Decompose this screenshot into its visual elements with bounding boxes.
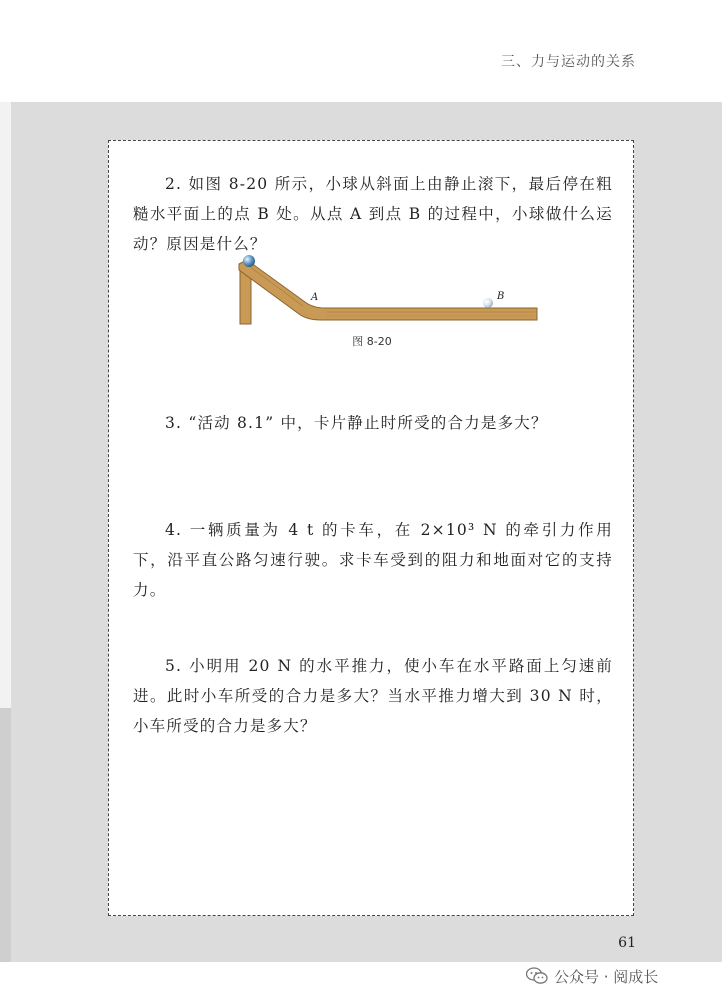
page-number: 61: [618, 935, 636, 951]
question-3: 3. “活动 8.1” 中，卡片静止时所受的合力是多大？: [165, 414, 548, 432]
label-b: B: [497, 291, 505, 302]
watermark: [526, 962, 658, 990]
label-a: A: [311, 292, 319, 303]
left-edge-shade-lower: [0, 708, 11, 962]
ball-b: [483, 298, 493, 308]
watermark-text: 公众号 · 阅成长: [554, 967, 659, 986]
figure-caption: 图 8-20: [352, 335, 392, 348]
wechat-icon: [526, 967, 548, 985]
wooden-track: [239, 260, 537, 320]
incline-figure: [237, 254, 539, 328]
question-2: 2. 如图 8-20 所示，小球从斜面上由静止滚下，最后停在粗糙水平面上的点 B 处。从点 A 到点 B 的过程中，小球做什么运动？原因是什么？: [133, 175, 613, 253]
question-4: 4. 一辆质量为 4 t 的卡车，在 2×10³ N 的牵引力作用下，沿平直公路匀速行驶。求卡车受到的阻力和地面对它的支持力。: [133, 521, 613, 599]
exercise-card: [108, 140, 634, 916]
header-title: 三、力与运动的关系: [501, 54, 636, 70]
question-5: 5. 小明用 20 N 的水平推力，使小车在水平路面上匀速前进。此时小车所受的合力是多大？当水平推力增大到 30 N 时，小车所受的合力是多大？: [133, 657, 613, 735]
ball-top: [243, 255, 255, 267]
